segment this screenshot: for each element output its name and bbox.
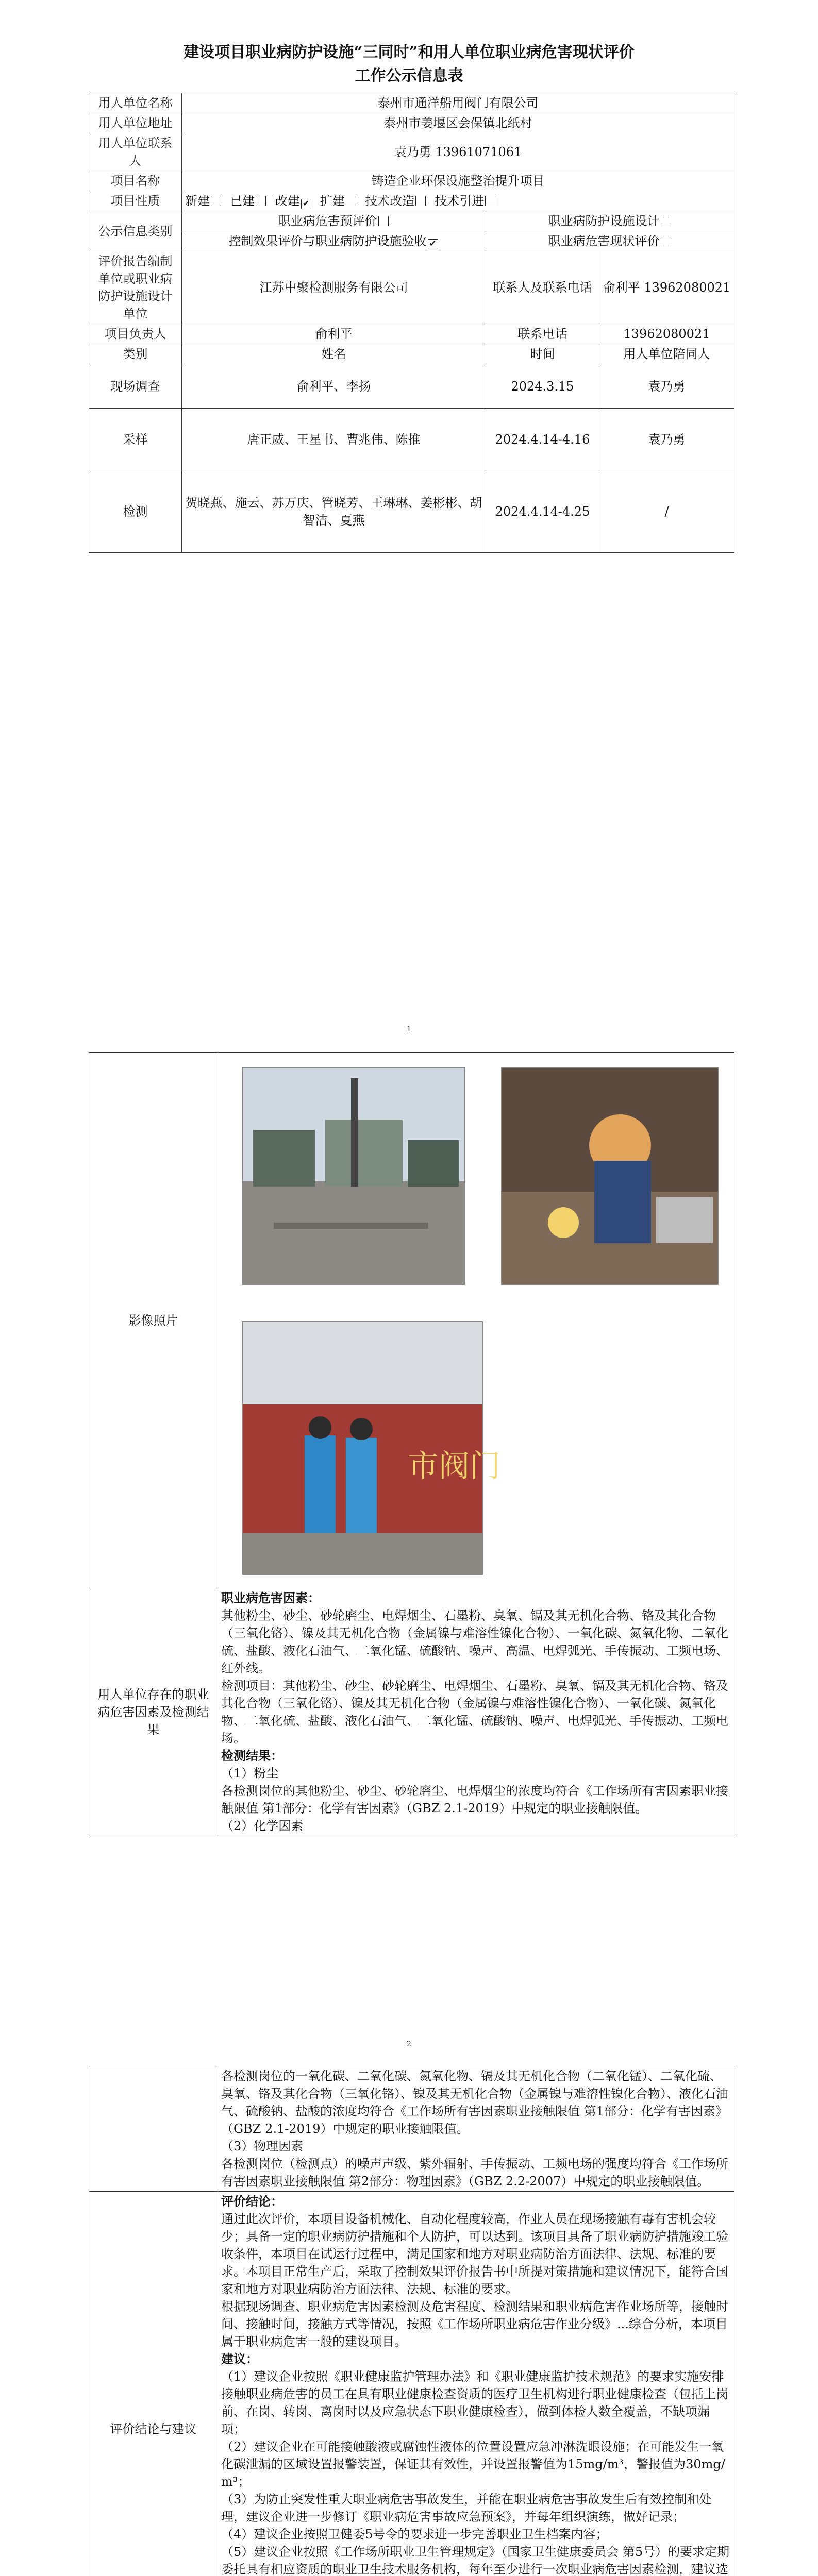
column-header: 类别	[89, 344, 182, 364]
checkbox-checked-icon: ✔	[428, 239, 438, 249]
option-label: 扩建	[320, 194, 345, 208]
column-header: 姓名	[182, 344, 486, 364]
checkbox-icon	[346, 196, 356, 206]
checkbox-icon	[256, 196, 266, 206]
cell-value: 2024.3.15	[486, 364, 599, 409]
welding-worker-image	[502, 1068, 718, 1284]
paragraph: 各检测岗位的其他粉尘、砂尘、砂轮磨尘、电焊烟尘的浓度均符合《工作场所有害因素职业接触限值 第1部分：化学有害因素》（GBZ 2.1-2019）中规定的职业接触限值。	[221, 1784, 728, 1816]
cell-label: 用人单位地址	[89, 113, 182, 133]
cell-value: 江苏中聚检测服务有限公司	[182, 251, 486, 324]
info-table	[89, 93, 734, 553]
cell-value: 铸造企业环保设施整治提升项目	[182, 171, 734, 191]
cell-value: 2024.4.14-4.25	[486, 470, 599, 553]
factors-continued-cell	[218, 2066, 734, 2192]
table-row	[89, 113, 734, 133]
cell-label: 项目性质	[89, 191, 182, 211]
cell-value: 唐正威、王星书、曹兆伟、陈推	[182, 409, 486, 470]
cell-value: 泰州市姜堰区会保镇北纸村	[182, 113, 734, 133]
table-row	[89, 470, 734, 553]
option-label: 控制效果评价与职业病防护设施验收	[228, 234, 427, 248]
checkbox-checked-icon: ✔	[301, 199, 311, 209]
checkbox-icon	[661, 216, 671, 226]
cell-label: 公示信息类别	[89, 211, 182, 251]
cell-value: 袁乃勇	[599, 364, 734, 409]
paragraph: 各检测岗位（检测点）的噪声声级、紫外辐射、手传振动、工频电场的强度均符合《工作场所有害因素职业接触限值 第2部分：物理因素》（GBZ 2.2-2007）中规定的职业接触限值。	[221, 2157, 728, 2189]
factory-yard-image	[243, 1068, 464, 1284]
cell-label: 影像照片	[89, 1053, 218, 1588]
table-header-row	[89, 344, 734, 364]
page-3	[0, 2056, 818, 2576]
column-header: 时间	[486, 344, 599, 364]
table-row	[89, 251, 734, 324]
option-label: 职业病危害现状评价	[548, 234, 660, 248]
paragraph: （3）为防止突发性重大职业病危害事故发生，并能在职业病危害事故发生后有效控制和处理，建议企业进一步修订《职业病危害事故应急预案》，并每年组织演练，做好记录；	[221, 2492, 712, 2524]
cell-label: 采样	[89, 409, 182, 470]
cell-label: 用人单位存在的职业病危害因素及检测结果	[89, 1588, 218, 1836]
table-row	[89, 93, 734, 113]
factors-cell	[218, 1588, 734, 1836]
paragraph: （2）建议企业在可能接触酸液或腐蚀性液体的位置设置应急冲淋洗眼设施；在可能发生一氧化碳泄漏的区域设置报警装置，保证其有效性，并设置报警值为15mg/m³，警报值为30mg/m³；	[221, 2439, 725, 2489]
page-number: 1	[407, 1025, 411, 1033]
table-row	[89, 1588, 734, 1836]
project-type-options	[182, 191, 734, 211]
cell-label: 评价结论与建议	[89, 2192, 218, 2576]
form-title-line2: 工作公示信息表	[355, 67, 463, 85]
paragraph: 检测项目：其他粉尘、砂尘、砂轮磨尘、电焊烟尘、石墨粉、臭氧、镉及其无机化合物、铬及其化合物（三氧化铬）、镍及其无机化合物（金属镍与难溶性镍化合物）、一氧化碳、氮氧化物、二氧化硫、盐酸、液化石油气、二氧化锰、硫酸钠、噪声、电焊弧光、手传振动、工频电场。	[221, 1679, 728, 1745]
option-label: 技术改造	[365, 194, 415, 208]
gate-sign-text: 市阀门	[408, 1448, 500, 1484]
paragraph: （2）化学因素	[221, 1819, 304, 1833]
paragraph: （1）粉尘	[221, 1766, 279, 1781]
photo-factory-yard	[242, 1067, 465, 1285]
option-cell	[182, 231, 486, 251]
table-row	[89, 324, 734, 344]
column-header: 用人单位陪同人	[599, 344, 734, 364]
cell-value: 俞利平、李扬	[182, 364, 486, 409]
table-row	[89, 211, 734, 231]
paragraph: 根据现场调查、职业病危害因素检测及危害程度、检测结果和职业病危害作业场所等，接触时间、接触时间，接触方式等情况，按照《工作场所职业病危害作业分级》...综合分析，本项目属于职业病危害一般的建设项目。	[221, 2299, 728, 2349]
table-row	[89, 364, 734, 409]
table-row	[89, 133, 734, 171]
option-cell	[486, 211, 734, 231]
photo-welding-worker	[501, 1067, 719, 1285]
cell-value: 13962080021	[599, 324, 734, 344]
table-row	[89, 191, 734, 211]
paragraph: 其他粉尘、砂尘、砂轮磨尘、电焊烟尘、石墨粉、臭氧、镉及其无机化合物、铬及其化合物（三氧化铬）、镍及其无机化合物（金属镍与难溶性镍化合物）、一氧化碳、氮氧化物、二氧化硫、盐酸、液化石油气、二氧化锰、硫酸钠、噪声、高温、电焊弧光、手传振动、工频电场、红外线。	[221, 1608, 728, 1675]
table-row	[89, 231, 734, 251]
page-1	[0, 0, 818, 1033]
staff-at-gate-image	[243, 1322, 500, 1574]
checkbox-icon	[485, 196, 495, 206]
checkbox-icon	[415, 196, 426, 206]
cell-label: 用人单位联系人	[89, 133, 182, 171]
page-number: 2	[407, 2040, 411, 2048]
table-row	[89, 2192, 734, 2576]
option-label: 改建	[275, 194, 300, 208]
result-title: 检测结果：	[221, 1748, 283, 1763]
cell-value: 俞利平	[182, 324, 486, 344]
cell-label: 联系电话	[486, 324, 599, 344]
cell-label: 项目负责人	[89, 324, 182, 344]
photo-staff-at-gate	[242, 1321, 500, 1575]
cell-label: 项目名称	[89, 171, 182, 191]
cell-value: /	[599, 470, 734, 553]
cell-value: 袁乃勇 13961071061	[182, 133, 734, 171]
cell-label: 评价报告编制单位或职业病防护设施设计单位	[89, 251, 182, 324]
advice-title: 建议：	[221, 2351, 258, 2366]
table-row	[89, 171, 734, 191]
paragraph: 通过此次评价，本项目设备机械化、自动化程度较高，作业人员在现场接触有毒有害机会较少；具备一定的职业病防护措施和个人防护，可以达到。该项目具备了职业病防护措施竣工验收条件，本项目在试运行过程中，满足国家和地方对职业病防治方面法律、法规、标准的要求。本项目正常生产后，采取了控制效果评价报告书中所提对策措施和建议情况下，能符合国家和地方对职业病防治方面法律、法规、标准的要求。	[221, 2212, 728, 2296]
table-row	[89, 2066, 734, 2192]
option-label: 已建	[230, 194, 255, 208]
checkbox-icon	[661, 236, 671, 246]
cell-label: 联系人及联系电话	[486, 251, 599, 324]
option-label: 职业病危害预评价	[278, 214, 377, 228]
option-label: 职业病防护设施设计	[548, 214, 660, 228]
evaluation-cell	[218, 2192, 734, 2576]
paragraph: （4）建议企业按照卫健委5号令的要求进一步完善职业卫生档案内容；	[221, 2527, 608, 2541]
cell-value: 2024.4.14-4.16	[486, 409, 599, 470]
eval-title: 评价结论：	[221, 2194, 283, 2209]
page-2	[0, 1041, 818, 2048]
cell-value: 袁乃勇	[599, 409, 734, 470]
cell-value: 俞利平 13962080021	[599, 251, 734, 324]
checkbox-icon	[378, 216, 389, 226]
cell-label: 现场调查	[89, 364, 182, 409]
paragraph: （3）物理因素	[221, 2139, 304, 2154]
form-title-line1: 建设项目职业病防护设施“三同时”和用人单位职业病危害现状评价	[183, 43, 635, 61]
cell-label: 用人单位名称	[89, 93, 182, 113]
paragraph: 各检测岗位的一氧化碳、二氧化碳、氮氧化物、镉及其无机化合物（二氧化锰）、二氧化硫、臭氧、铬及其化合物（三氧化铬）、镍及其无机化合物（金属镍与难溶性镍化合物）、液化石油气、硫酸钠、盐酸的浓度均符合《工作场所有害因素职业接触限值 第1部分：化学有害因素》（GBZ 2.1-2019）中规定的职业接触限值。	[221, 2069, 728, 2136]
table-row	[89, 409, 734, 470]
option-cell	[486, 231, 734, 251]
paragraph: （5）建议企业按照《工作场所职业卫生管理规定》（国家卫生健康委员会 第5号）的要求定期委托具有相应资质的职业卫生技术服务机构，每年至少进行一次职业病危害因素检测，建议选	[221, 2545, 730, 2576]
factors-title: 职业病危害因素：	[221, 1590, 320, 1605]
option-label: 新建	[185, 194, 210, 208]
cell-value: 贺晓燕、施云、苏万庆、管晓芳、王琳琳、姜彬彬、胡智洁、夏燕	[182, 470, 486, 553]
cell-label: 检测	[89, 470, 182, 553]
checkbox-icon	[211, 196, 221, 206]
cell-value: 泰州市通洋船用阀门有限公司	[182, 93, 734, 113]
evaluation-table	[89, 2066, 734, 2576]
option-label: 技术引进	[435, 194, 485, 208]
paragraph: （1）建议企业按照《职业健康监护管理办法》和《职业健康监护技术规范》的要求实施安排接触职业病危害的员工在具有职业健康检查资质的医疗卫生机构进行职业健康检查（包括上岗前、在岗、转岗、离岗时以及应急状态下职业健康检查），做到体检人数全覆盖，不缺项漏项；	[221, 2369, 728, 2436]
option-cell	[182, 211, 486, 231]
cell-label-empty	[89, 2066, 218, 2192]
